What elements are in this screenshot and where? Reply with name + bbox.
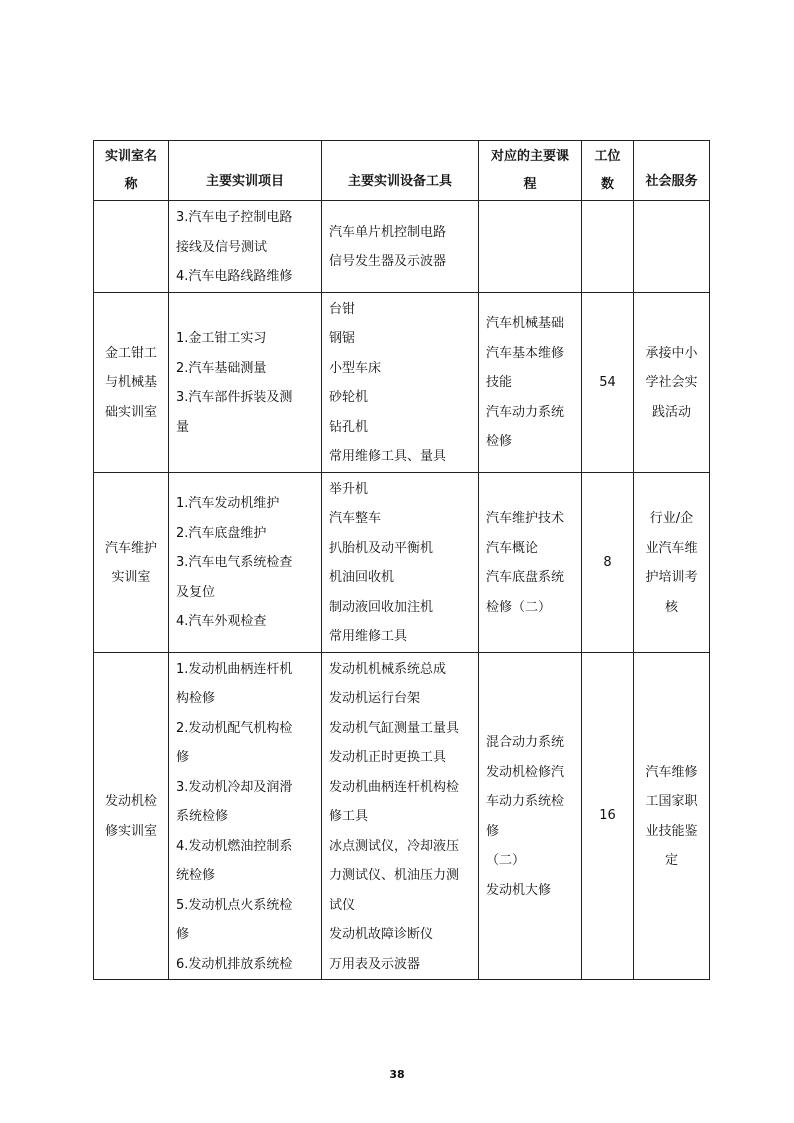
table-row bbox=[94, 201, 710, 293]
projects-line: 2.汽车底盘维护 bbox=[176, 525, 267, 541]
projects-line: 6.发动机排放系统检 bbox=[176, 956, 293, 972]
header-service: 社会服务 bbox=[634, 141, 710, 201]
stations-value: 16 bbox=[599, 808, 616, 824]
equipment-line: 发动机机械系统总成 bbox=[329, 661, 447, 677]
service-line: 承接中小 bbox=[645, 345, 698, 361]
projects-line: 1.汽车发动机维护 bbox=[176, 496, 280, 512]
equipment-line: 试仪 bbox=[329, 897, 356, 913]
courses-line: （二） bbox=[486, 853, 526, 869]
equipment-line: 发动机气缸测量工量具 bbox=[329, 720, 460, 736]
equipment-cell bbox=[322, 652, 479, 980]
equipment-cell bbox=[322, 292, 479, 472]
projects-line: 3.汽车电气系统检查 bbox=[176, 555, 293, 571]
room-line: 汽车维护 bbox=[104, 540, 157, 556]
room-line: 础实训室 bbox=[104, 404, 157, 420]
equipment-line: 汽车单片机控制电路 bbox=[329, 224, 447, 240]
courses-line: 修 bbox=[486, 823, 500, 839]
projects-cell bbox=[169, 201, 322, 293]
table-row bbox=[94, 292, 710, 472]
projects-line: 接线及信号测试 bbox=[176, 239, 268, 255]
equipment-line: 常用维修工具 bbox=[329, 629, 408, 644]
equipment-line: 钢锯 bbox=[329, 331, 356, 346]
service-cell bbox=[634, 292, 710, 472]
projects-line: 构检修 bbox=[176, 691, 216, 706]
projects-line: 系统检修 bbox=[176, 809, 229, 824]
equipment-line: 发动机正时更换工具 bbox=[329, 750, 447, 765]
equipment-cell bbox=[322, 472, 479, 652]
equipment-line: 冰点测试仪，冷却液压 bbox=[329, 838, 460, 854]
projects-line: 4.汽车电路线路维修 bbox=[176, 269, 293, 284]
table-row bbox=[94, 472, 710, 652]
projects-line: 统检修 bbox=[176, 868, 216, 883]
courses-line: 车动力系统检 bbox=[486, 794, 565, 810]
stations-value: 54 bbox=[599, 374, 616, 390]
room-name-cell bbox=[94, 292, 169, 472]
projects-line: 3.发动机冷却及润滑 bbox=[176, 779, 293, 795]
stations-cell bbox=[582, 201, 634, 293]
equipment-line: 信号发生器及示波器 bbox=[329, 254, 447, 270]
courses-cell bbox=[479, 472, 582, 652]
stations-cell bbox=[582, 472, 634, 652]
courses-line: 汽车机械基础 bbox=[486, 316, 565, 332]
courses-line: 汽车动力系统 bbox=[486, 404, 565, 420]
projects-cell bbox=[169, 652, 322, 980]
room-name-cell bbox=[94, 652, 169, 980]
projects-line: 2.汽车基础测量 bbox=[176, 360, 267, 376]
equipment-line: 力测试仪、机油压力测 bbox=[329, 868, 460, 883]
projects-cell bbox=[169, 472, 322, 652]
service-line: 行业/企 bbox=[649, 511, 694, 526]
training-room-table bbox=[93, 140, 710, 980]
room-line: 修实训室 bbox=[104, 823, 157, 839]
service-cell bbox=[634, 652, 710, 980]
service-line: 汽车维修 bbox=[645, 764, 698, 780]
stations-cell bbox=[582, 292, 634, 472]
room-name-cell bbox=[94, 201, 169, 293]
stations-cell bbox=[582, 652, 634, 980]
projects-line: 1.金工钳工实习 bbox=[176, 331, 267, 346]
room-line: 发动机检 bbox=[104, 794, 157, 810]
table-row bbox=[94, 652, 710, 980]
courses-line: 汽车维护技术 bbox=[486, 511, 565, 526]
page-number: 38 bbox=[389, 1068, 405, 1081]
projects-line: 1.发动机曲柄连杆机 bbox=[176, 661, 293, 677]
equipment-line: 举升机 bbox=[329, 481, 369, 497]
courses-line: 汽车底盘系统 bbox=[486, 570, 565, 585]
equipment-line: 扒胎机及动平衡机 bbox=[329, 540, 434, 556]
equipment-line: 机油回收机 bbox=[329, 570, 395, 585]
courses-line: 发动机大修 bbox=[486, 882, 552, 898]
service-line: 护培训考 bbox=[645, 570, 698, 585]
projects-line: 5.发动机点火系统检 bbox=[176, 897, 293, 913]
projects-line: 3.汽车电子控制电路 bbox=[176, 210, 293, 225]
header-equipment: 主要实训设备工具 bbox=[322, 141, 479, 201]
service-line: 业汽车维 bbox=[645, 540, 698, 556]
equipment-line: 汽车整车 bbox=[329, 511, 382, 526]
courses-line: 技能 bbox=[486, 375, 513, 391]
projects-line: 3.汽车部件拆装及测 bbox=[176, 390, 293, 405]
courses-cell bbox=[479, 652, 582, 980]
service-line: 践活动 bbox=[651, 404, 691, 420]
service-cell bbox=[634, 472, 710, 652]
room-line: 实训室 bbox=[111, 570, 151, 585]
equipment-line: 钻孔机 bbox=[329, 419, 369, 435]
projects-line: 及复位 bbox=[176, 584, 216, 600]
equipment-line: 砂轮机 bbox=[329, 390, 369, 405]
service-line: 业技能鉴 bbox=[645, 823, 698, 839]
stations-value: 8 bbox=[603, 554, 612, 570]
header-room-name: 实训室名 称 bbox=[94, 141, 169, 201]
courses-line: 汽车概论 bbox=[486, 540, 539, 556]
courses-line: 混合动力系统 bbox=[486, 735, 565, 751]
projects-line: 修 bbox=[176, 927, 190, 942]
courses-cell bbox=[479, 292, 582, 472]
header-row bbox=[94, 141, 710, 201]
courses-line: 汽车基本维修 bbox=[486, 345, 565, 361]
projects-line: 4.发动机燃油控制系 bbox=[176, 838, 293, 854]
courses-line: 检修 bbox=[486, 434, 513, 450]
room-line: 与机械基 bbox=[104, 375, 157, 391]
equipment-line: 小型车床 bbox=[329, 360, 382, 376]
equipment-line: 台钳 bbox=[329, 301, 356, 317]
service-line: 定 bbox=[664, 853, 678, 869]
header-stations: 工位 数 bbox=[582, 141, 634, 201]
equipment-line: 发动机运行台架 bbox=[329, 691, 421, 706]
projects-line: 修 bbox=[176, 750, 190, 765]
equipment-line: 发动机曲柄连杆机构检 bbox=[329, 779, 460, 795]
courses-line: 检修（二） bbox=[486, 599, 552, 615]
room-name-cell bbox=[94, 472, 169, 652]
projects-line: 量 bbox=[176, 419, 190, 435]
projects-line: 2.发动机配气机构检 bbox=[176, 720, 293, 736]
room-line: 金工钳工 bbox=[104, 345, 157, 361]
equipment-line: 万用表及示波器 bbox=[329, 956, 421, 972]
header-courses: 对应的主要课 程 bbox=[479, 141, 582, 201]
courses-line: 发动机检修汽 bbox=[486, 764, 565, 780]
projects-line: 4.汽车外观检查 bbox=[176, 614, 267, 630]
equipment-line: 制动液回收加注机 bbox=[329, 599, 434, 615]
courses-cell bbox=[479, 201, 582, 293]
equipment-line: 常用维修工具、量具 bbox=[329, 449, 447, 464]
equipment-line: 发动机故障诊断仪 bbox=[329, 927, 434, 942]
equipment-line: 修工具 bbox=[329, 809, 369, 824]
service-cell bbox=[634, 201, 710, 293]
projects-cell bbox=[169, 292, 322, 472]
equipment-cell bbox=[322, 201, 479, 293]
service-line: 核 bbox=[664, 599, 678, 615]
header-projects: 主要实训项目 bbox=[169, 141, 322, 201]
service-line: 工国家职 bbox=[645, 794, 698, 810]
service-line: 学社会实 bbox=[645, 375, 698, 391]
